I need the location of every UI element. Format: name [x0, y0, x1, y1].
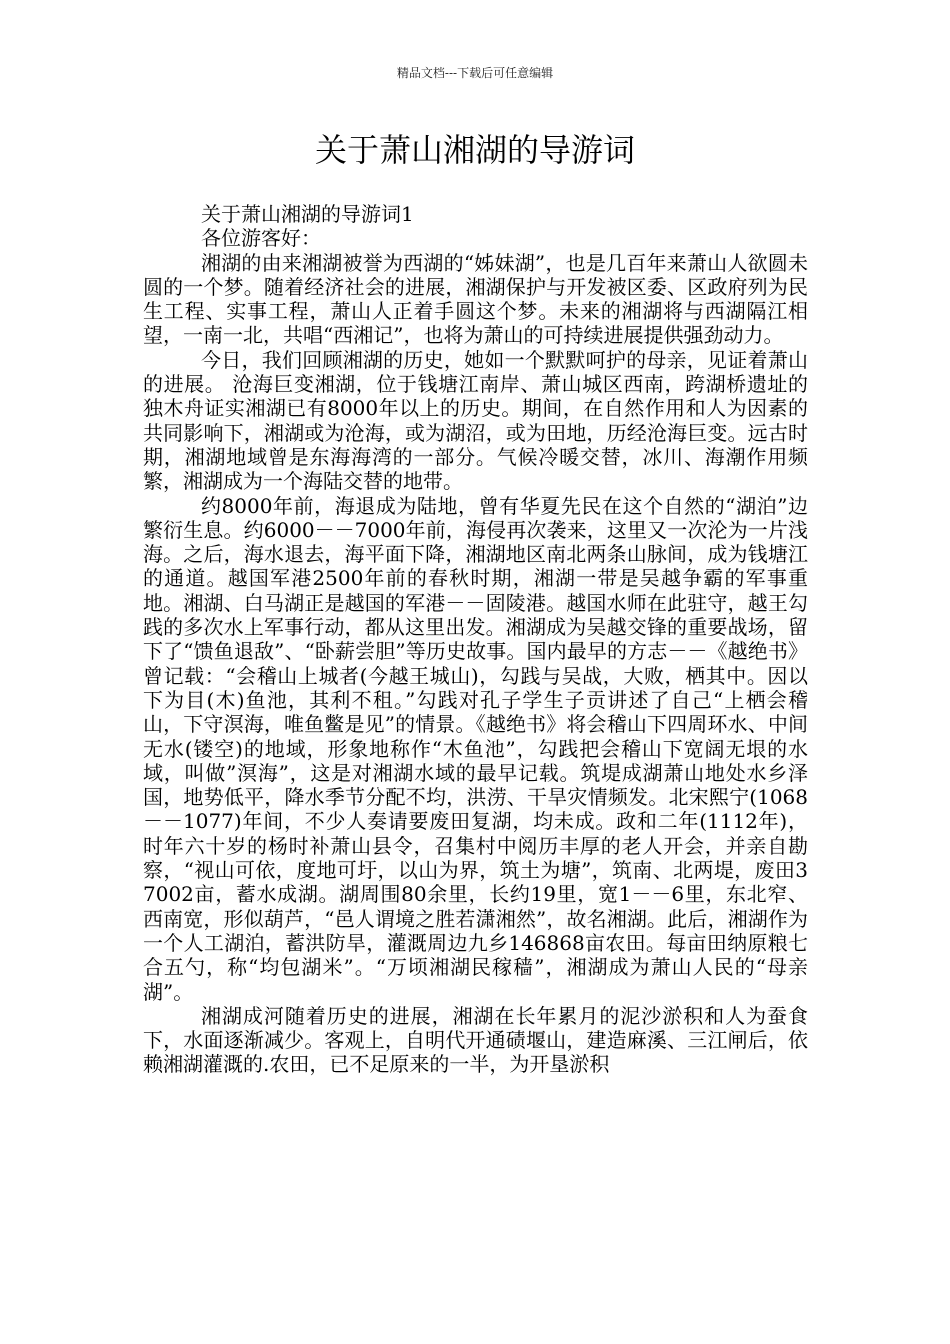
paragraph-history: 今日，我们回顾湘湖的历史，她如一个默默呵护的母亲，见证着萧山的进展。 沧海巨变湘湖，位于钱塘江南岸、萧山城区西南，跨湖桥遗址的独木舟证实湘湖已有8000年以上的历史。期间，在自然作用和人为因素的共同影响下，湘湖或为沧海，或为湖沼，或为田地，历经沧海巨变。远古时期，湘湖地域曾是东海海湾的一部分。气候冷暖交替，冰川、海潮作用频繁，湘湖成为一个海陆交替的地带。: [143, 347, 808, 494]
paragraph-river: 湘湖成河随着历史的进展，湘湖在长年累月的泥沙淤积和人为蚕食下，水面逐渐减少。客观上，自明代开通碛堰山，建造麻溪、三江闸后，依赖湘湖灌溉的.农田，已不足原来的一半，为开垦淤积: [143, 1003, 808, 1077]
page-header-note: 精品文档---下载后可任意编辑: [396, 66, 554, 80]
paragraph-subtitle: 关于萧山湘湖的导游词1: [201, 202, 414, 226]
paragraph-ancient: 约8000年前，海退成为陆地，曾有华夏先民在这个自然的“湖泊”边繁衍生息。约6000－－7000年前，海侵再次袭来，这里又一次沦为一片浅海。之后，海水退去，海平面下降，湘湖地区南北两条山脉间，成为钱塘江的通道。越国军港2500年前的春秋时期，湘湖一带是吴越争霸的军事重地。湘湖、白马湖正是越国的军港－－固陵港。越国水师在此驻守，越王勾践的多次水上军事行动，都从这里出发。湘湖成为吴越交锋的重要战场，留下了“馈鱼退敌”、“卧薪尝胆”等历史故事。国内最早的方志－－《越绝书》曾记载：“会稽山上城者(今越王城山)，勾践与吴战，大败，栖其中。因以下为目(木)鱼池，其利不租。”勾践对孔子学生子贡讲述了自己“上栖会稽山，下守溟海，唯鱼鳖是见”的情景。《越绝书》将会稽山下四周环水、中间无水(镂空)的地域，形象地称作“木鱼池”，勾践把会稽山下宽阔无垠的水域，叫做”溟海”，这是对湘湖水域的最早记载。筑堤成湖萧山地处水乡泽国，地势低平，降水季节分配不均，洪涝、干旱灾情频发。北宋熙宁(1068－－1077)年间，不少人奏请要废田复湖，均未成。政和二年(1112年)，时年六十岁的杨时补萧山县令，召集村中阅历丰厚的老人开会，并亲自勘察，“视山可依，度地可圩，以山为界，筑土为塘”，筑南、北两堤，废田37002亩，蓄水成湖。湖周围80余里，长约19里，宽1－－6里，东北窄、西南宽，形似葫芦，“邑人谓境之胜若潇湘然”，故名湘湖。此后，湘湖作为一个人工湖泊，蓄洪防旱，灌溉周边九乡146868亩农田。每亩田纳原粮七合五勺，称“均包湖米”。“万顷湘湖民稼穑”，湘湖成为萧山人民的“母亲湖”。: [143, 493, 808, 1004]
document-title: 关于萧山湘湖的导游词: [314, 131, 635, 169]
document-body: [143, 202, 808, 1232]
paragraph-origin: 湘湖的由来湘湖被誉为西湖的“姊妹湖”，也是几百年来萧山人欲圆未圆的一个梦。随着经济社会的进展，湘湖保护与开发被区委、区政府列为民生工程、实事工程，萧山人正着手圆这个梦。未来的湘湖将与西湖隔江相望，一南一北，共唱“西湘记”，也将为萧山的可持续进展提供强劲动力。: [143, 250, 808, 348]
paragraph-greeting: 各位游客好：: [201, 226, 321, 251]
